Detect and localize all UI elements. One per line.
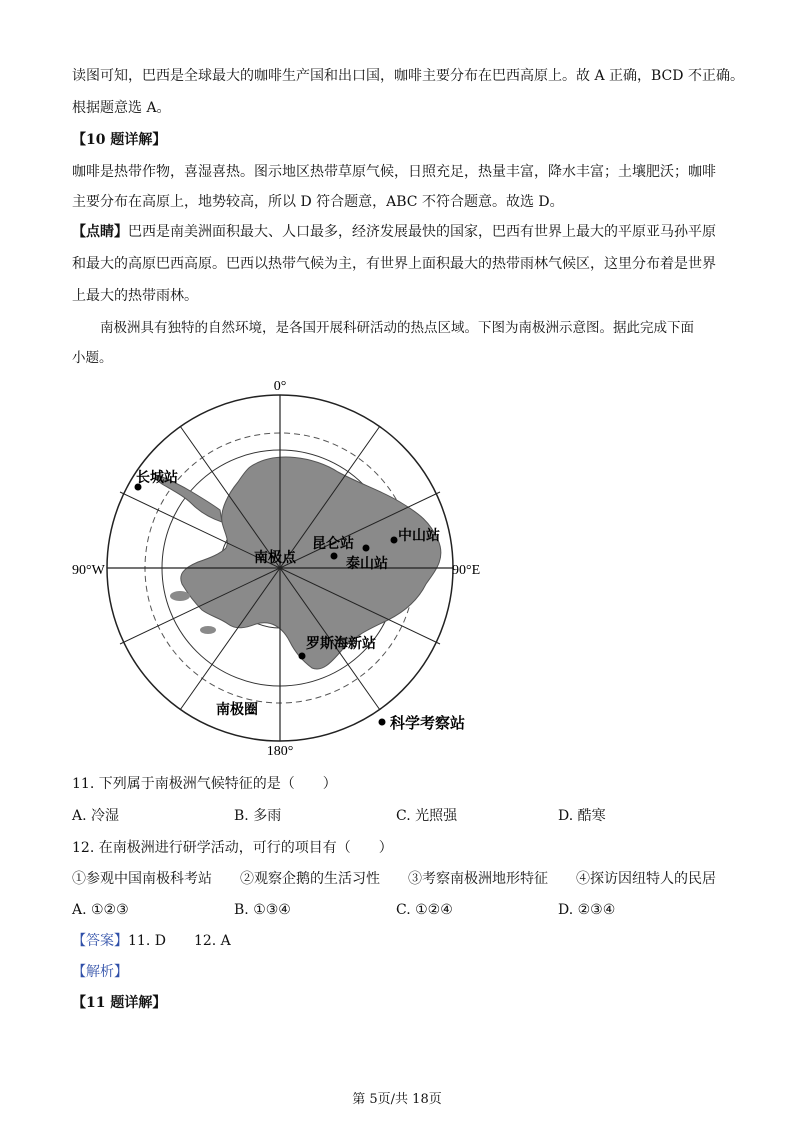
tip-text: 巴西是南美洲面积最大、人口最多，经济发展最快的国家，巴西有世界上最大的平原亚马孙平原 (128, 224, 716, 240)
tip-line (72, 222, 716, 242)
q12-item-3: ③考察南极洲地形特征 (408, 871, 548, 887)
analysis-label: 【解析】 (72, 964, 128, 980)
q11-option-d: D. 酷寒 (558, 808, 606, 824)
q12-option-d: D. ②③④ (558, 902, 616, 918)
label-90e: 90°E (452, 563, 481, 578)
island (170, 591, 190, 601)
section-heading-11: 【11 题详解】 (72, 995, 167, 1011)
q11-option-c: C. 光照强 (396, 808, 458, 824)
q11-option-a: A. 冷湿 (72, 808, 120, 824)
answer-label: 【答案】 (72, 933, 128, 949)
q12-option-b: B. ①③④ (234, 902, 291, 918)
label-90w: 90°W (72, 563, 105, 578)
station-label-rossea: 罗斯海新站 (306, 636, 376, 652)
station-marker-rossea (299, 653, 306, 660)
q12-item-4: ④探访因纽特人的民居 (576, 871, 716, 887)
answer-line (72, 931, 231, 951)
station-marker-kunlun (331, 553, 338, 560)
text-line: 咖啡是热带作物，喜湿喜热。图示地区热带草原气候，日照充足，热量丰富，降水丰富；土壤肥沃；咖啡 (72, 164, 716, 180)
island (200, 626, 216, 634)
station-label-zhongshan: 中山站 (398, 528, 440, 544)
legend-marker (379, 719, 386, 726)
label-south-pole: 南极点 (254, 550, 296, 566)
intro-text: 南极洲具有独特的自然环境，是各国开展科研活动的热点区域。下图为南极洲示意图。据此完成下面 (100, 320, 694, 336)
antarctica-map (60, 372, 500, 764)
station-marker-taishan (363, 545, 370, 552)
station-label-kunlun: 昆仑站 (312, 536, 354, 552)
legend-label: 科学考察站 (390, 714, 466, 732)
q11-option-b: B. 多雨 (234, 808, 282, 824)
label-0-deg: 0° (273, 379, 287, 394)
text-line: 读图可知，巴西是全球最大的咖啡生产国和出口国，咖啡主要分布在巴西高原上。故 A 正确，BCD 不正确。 (72, 68, 744, 84)
q12-item-1: ①参观中国南极科考站 (72, 871, 212, 887)
station-marker-zhongshan (391, 537, 398, 544)
tip-label: 【点睛】 (72, 224, 128, 240)
intro-text: 小题。 (72, 350, 113, 366)
text-line: 主要分布在高原上，地势较高，所以 D 符合题意，ABC 不符合题意。故选 D。 (72, 194, 564, 210)
section-heading-10: 【10 题详解】 (72, 132, 167, 148)
q12-option-c: C. ①②④ (396, 902, 453, 918)
page-footer: 第 5页/共 18页 (352, 1092, 442, 1107)
text-line: 和最大的高原巴西高原。巴西以热带气候为主，有世界上面积最大的热带雨林气候区，这里分布着是世界 (72, 256, 716, 272)
q12-item-2: ②观察企鹅的生活习性 (240, 871, 380, 887)
text-line: 上最大的热带雨林。 (72, 288, 198, 304)
label-antarctic-circle: 南极圈 (216, 702, 258, 718)
station-label-changcheng: 长城站 (136, 470, 178, 486)
question-11: 11. 下列属于南极洲气候特征的是（ ） (72, 776, 337, 792)
q12-option-a: A. ①②③ (72, 902, 129, 918)
label-180-deg: 180° (266, 744, 294, 759)
answer-text: 11. D 12. A (128, 933, 231, 949)
station-label-taishan: 泰山站 (346, 556, 388, 572)
text-line: 根据题意选 A。 (72, 100, 171, 116)
question-12: 12. 在南极洲进行研学活动，可行的项目有（ ） (72, 840, 393, 856)
